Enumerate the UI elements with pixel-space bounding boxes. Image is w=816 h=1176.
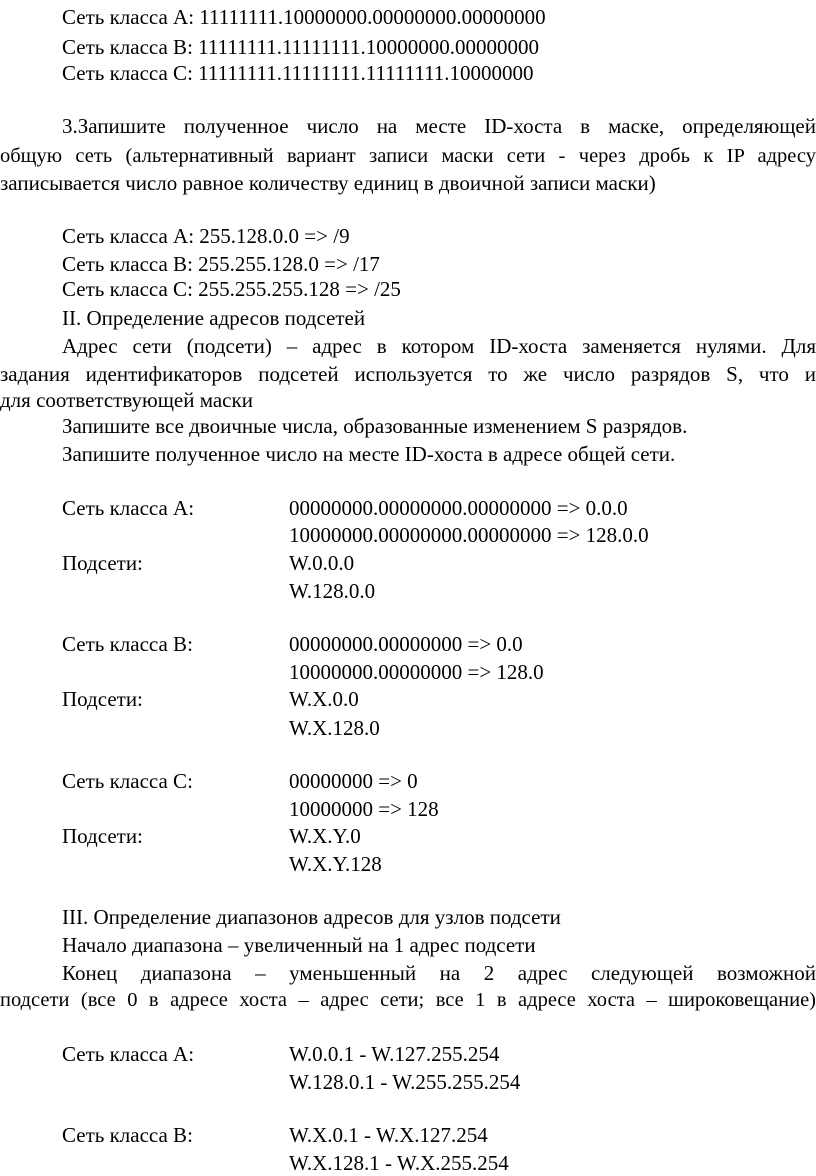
subnets-class-b-subnet-2: W.X.128.0 [289, 716, 380, 740]
mask-binary-class-a: Сеть класса А: 11111111.10000000.00000000.00000000 [62, 5, 546, 29]
subnets-class-c-subnets-label: Подсети: [62, 824, 143, 848]
ranges-class-a-range-2: W.128.0.1 - W.255.255.254 [289, 1070, 521, 1094]
subnets-class-b-bin-2: 10000000.00000000 => 128.0 [289, 660, 544, 684]
section2-para-line-3: для соответствующей маски [0, 388, 253, 412]
ranges-class-b-label: Сеть класса В: [62, 1123, 193, 1147]
ranges-class-b-range-2: W.X.128.1 - W.X.255.254 [289, 1151, 509, 1175]
ranges-class-b-range-1: W.X.0.1 - W.X.127.254 [289, 1123, 488, 1147]
mask-decimal-class-b: Сеть класса В: 255.255.128.0 => /17 [62, 252, 380, 276]
mask-decimal-class-a: Сеть класса А: 255.128.0.0 => /9 [62, 224, 350, 248]
subnets-class-c-label: Сеть класса С: [62, 769, 193, 793]
section3-range-end-line-2: подсети (все 0 в адресе хоста – адрес сети; все 1 в адресе хоста – широковещание) [0, 989, 816, 1011]
subnets-class-a-label: Сеть класса А: [62, 496, 195, 520]
subnets-class-b-subnets-label: Подсети: [62, 687, 143, 711]
step3-line-3: записывается число равное количеству единиц в двоичной записи маски) [0, 171, 656, 195]
section2-instruction-2: Запишите полученное число на месте ID-хоста в адресе общей сети. [62, 442, 676, 466]
subnets-class-a-subnet-1: W.0.0.0 [289, 551, 355, 575]
subnets-class-a-subnets-label: Подсети: [62, 551, 143, 575]
step3-line-1: 3.Запишите полученное число на месте ID-хоста в маске, определяющей [62, 114, 816, 138]
subnets-class-b-subnet-1: W.X.0.0 [289, 687, 359, 711]
mask-binary-class-c: Сеть класса С: 11111111.11111111.11111111.10000000 [62, 61, 534, 85]
subnets-class-a-bin-2: 10000000.00000000.00000000 => 128.0.0 [289, 523, 649, 547]
subnets-class-a-subnet-2: W.128.0.0 [289, 579, 376, 603]
section2-para-line-1: Адрес сети (подсети) – адрес в котором ID-хоста заменяется нулями. Для [62, 334, 816, 358]
subnets-class-b-bin-1: 00000000.00000000 => 0.0 [289, 632, 523, 656]
section2-heading: II. Определение адресов подсетей [62, 306, 366, 330]
subnets-class-b-label: Сеть класса В: [62, 632, 193, 656]
subnets-class-c-subnet-1: W.X.Y.0 [289, 824, 361, 848]
subnets-class-a-bin-1: 00000000.00000000.00000000 => 0.0.0 [289, 496, 628, 520]
mask-binary-class-b: Сеть класса В: 11111111.11111111.10000000.00000000 [62, 35, 539, 59]
step3-line-2: общую сеть (альтернативный вариант записи маски сети - через дробь к IP адресу [0, 145, 816, 167]
ranges-class-a-range-1: W.0.0.1 - W.127.255.254 [289, 1042, 500, 1066]
section3-range-start: Начало диапазона – увеличенный на 1 адрес подсети [62, 933, 536, 957]
subnets-class-c-bin-2: 10000000 => 128 [289, 797, 439, 821]
mask-decimal-class-c: Сеть класса С: 255.255.255.128 => /25 [62, 277, 401, 301]
subnets-class-c-subnet-2: W.X.Y.128 [289, 852, 382, 876]
subnets-class-c-bin-1: 00000000 => 0 [289, 769, 418, 793]
ranges-class-a-label: Сеть класса А: [62, 1042, 195, 1066]
section3-range-end-line-1: Конец диапазона – уменьшенный на 2 адрес следующей возможной [62, 961, 816, 985]
section2-para-line-2: задания идентификаторов подсетей используется то же число разрядов S, что и [0, 362, 816, 386]
section3-heading: III. Определение диапазонов адресов для узлов подсети [62, 905, 561, 929]
section2-instruction-1: Запишите все двоичные числа, образованные изменением S разрядов. [62, 414, 688, 438]
